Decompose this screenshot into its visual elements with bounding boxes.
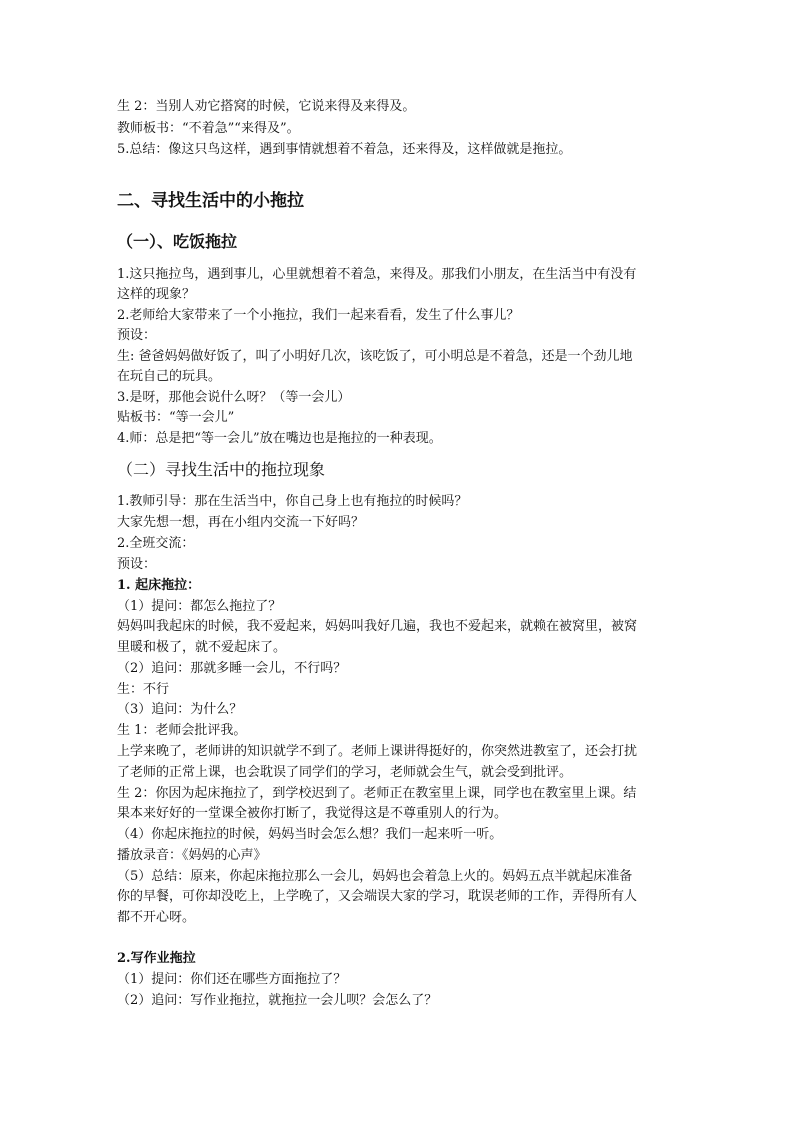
text-line: 4.师：总是把“等一会儿”放在嘴边也是拖拉的一种表现。 [117, 431, 442, 446]
section-heading: 二、寻找生活中的小拖拉 [117, 191, 304, 211]
subsection-heading: （一）、吃饭拖拉 [117, 232, 238, 251]
text-line: （3）追问：为什么？ [117, 702, 243, 717]
text-line: 生：不行 [117, 682, 170, 697]
subsection-heading: （二）寻找生活中的拖拉现象 [117, 460, 326, 479]
text-line: （1）提问：都怎么拖拉了？ [117, 599, 282, 614]
text-line: 这样的现象？ [117, 287, 196, 302]
text-line: 都不开心呀。 [117, 910, 196, 925]
text-line: 2.老师给大家带来了一个小拖拉，我们一起来看看，发生了什么事儿？ [117, 308, 520, 323]
text-line: 妈妈叫我起床的时候，我不爱起来，妈妈叫我好几遍，我也不爱起来，就赖在被窝里，被窝 [117, 619, 638, 634]
text-line: 教师板书：“不着急”“来得及”。 [117, 121, 300, 136]
text-line: 播放录音：《妈妈的心声》 [117, 848, 267, 863]
text-line: 预设： [117, 557, 157, 572]
text-line: 预设： [117, 328, 157, 343]
text-line: 1.这只拖拉鸟，遇到事儿，心里就想着不着急，来得及。那我们小朋友，在生活当中有没有 [117, 267, 637, 282]
text-line: （2）追问：那就多睡一会儿，不行吗？ [117, 661, 347, 676]
text-line: 上学来晚了，老师讲的知识就学不到了。老师上课讲得挺好的，你突然进教室了，还会打扰 [117, 744, 638, 759]
item-heading: 1. 起床拖拉： [117, 578, 201, 593]
text-line: 3.是呀，那他会说什么呀？（等一会儿） [117, 390, 351, 405]
text-line: 生: 爸爸妈妈做好饭了，叫了小明好几次，该吃饭了，可小明总是不着急，还是一个劲儿地 [117, 349, 633, 364]
item-heading: 2.写作业拖拉 [117, 951, 196, 966]
text-line: 5.总结：像这只鸟这样，遇到事情就想着不着急，还来得及，这样做就是拖拉。 [117, 142, 572, 157]
text-line: 生 2：当别人劝它搭窝的时候，它说来得及来得及。 [117, 99, 416, 114]
text-line: 果本来好好的一堂课全被你打断了，我觉得这是不尊重别人的行为。 [117, 806, 508, 821]
text-line: （1）提问：你们还在哪些方面拖拉了？ [117, 972, 347, 987]
text-line: 贴板书：“等一会儿” [117, 410, 235, 425]
text-line: 在玩自己的玩具。 [117, 369, 222, 384]
text-line: （4）你起床拖拉的时候，妈妈当时会怎么想？我们一起来听一听。 [117, 827, 503, 842]
text-line: 生 1：老师会批评我。 [117, 723, 247, 738]
text-line: （5）总结：原来，你起床拖拉那么一会儿，妈妈也会着急上火的。妈妈五点半就起床准备 [117, 869, 633, 884]
text-line: 大家先想一想，再在小组内交流一下好吗？ [117, 515, 365, 530]
text-line: 1.教师引导：那在生活当中，你自己身上也有拖拉的时候吗？ [117, 494, 468, 509]
text-line: 生 2：你因为起床拖拉了，到学校迟到了。老师正在教室里上课，同学也在教室里上课。结 [117, 786, 637, 801]
text-line: 了老师的正常上课，也会耽误了同学们的学习，老师就会生气，就会受到批评。 [117, 765, 573, 780]
text-line: （2）追问：写作业拖拉，就拖拉一会儿呗？会怎么了？ [117, 993, 438, 1008]
text-line: 2.全班交流： [117, 536, 195, 551]
text-line: 你的早餐，可你却没吃上，上学晚了，又会端误大家的学习，耽误老师的工作，弄得所有人 [117, 889, 638, 904]
text-line: 里暖和极了，就不爱起床了。 [117, 640, 287, 655]
